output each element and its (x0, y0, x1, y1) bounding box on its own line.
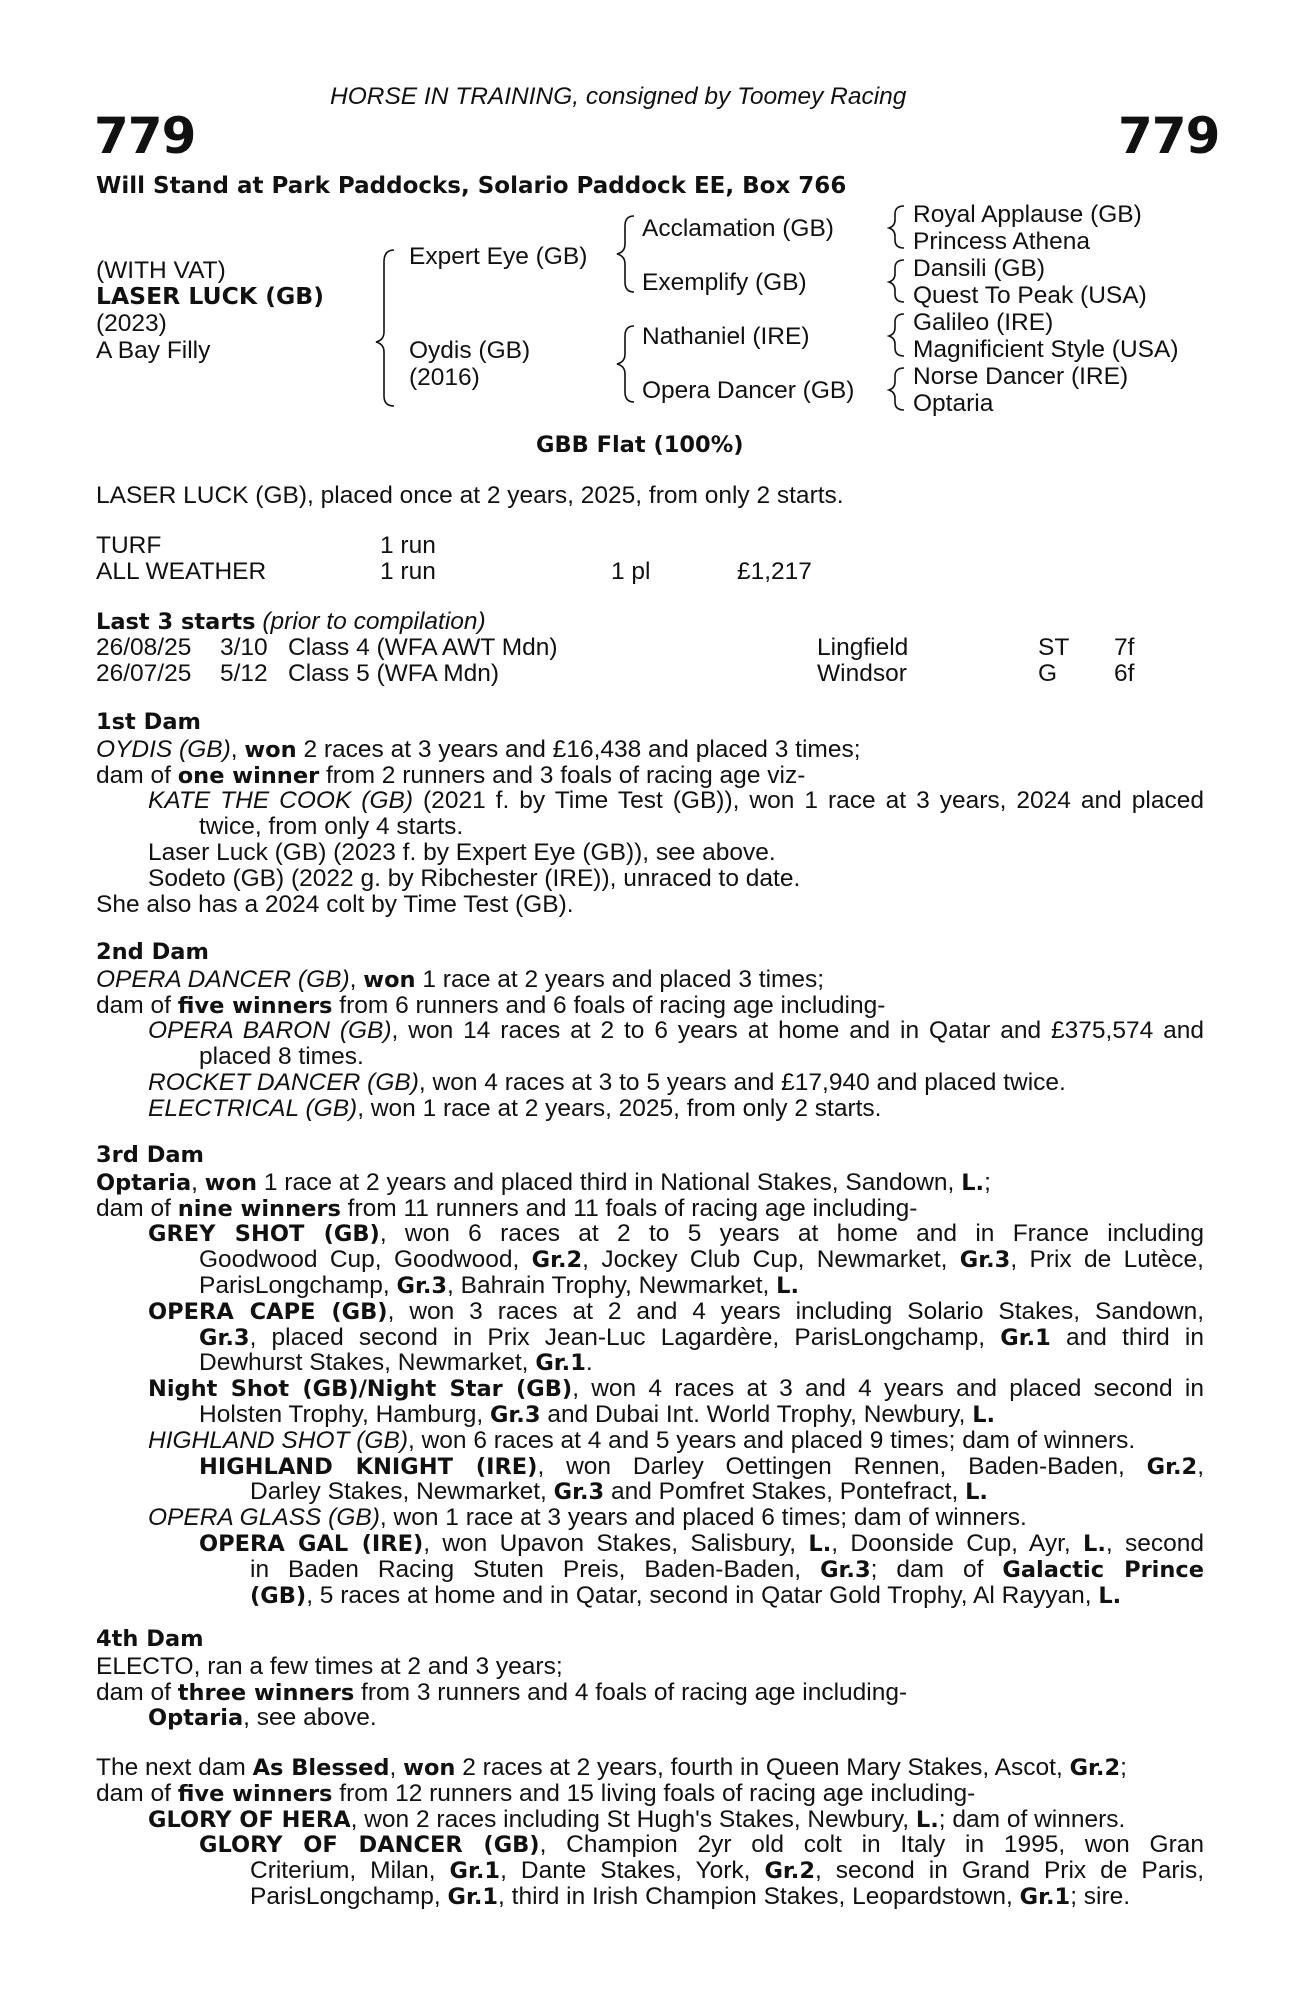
start-date: 26/07/25 (96, 660, 192, 687)
fourth-dam-heading: 4th Dam (96, 1626, 204, 1652)
third-dam-line: Darley Stakes, Newmarket, Gr.3 and Pomfret Stakes, Pontefract, L. (250, 1478, 988, 1506)
next-dam-line: GLORY OF DANCER (GB), Champion 2yr old colt in Italy in 1995, won Gran (199, 1831, 1204, 1859)
brace-ds (889, 314, 904, 356)
brace-main (376, 250, 394, 406)
catalogue-subtitle: HORSE IN TRAINING, consigned by Toomey Racing (330, 83, 907, 110)
fourth-dam-line: ELECTO, ran a few times at 2 and 3 years; (96, 1652, 563, 1680)
first-dam-line: Sodeto (GB) (2022 g. by Ribchester (IRE)), unraced to date. (148, 864, 801, 892)
start-position: 3/10 (220, 634, 268, 661)
second-dam-section (96, 941, 1204, 1122)
lot-number-right: 779 (1118, 107, 1220, 165)
start-date: 26/08/25 (96, 634, 192, 661)
pedigree-ssd: Princess Athena (913, 228, 1091, 255)
third-dam-line: Holsten Trophy, Hamburg, Gr.3 and Dubai Int. World Trophy, Newbury, L. (199, 1400, 996, 1428)
third-dam-line: Gr.3, placed second in Prix Jean-Luc Lagardère, ParisLongchamp, Gr.1 and third in (199, 1323, 1204, 1351)
start-row (96, 635, 1196, 661)
third-dam-line: OPERA CAPE (GB), won 3 races at 2 and 4 years including Solario Stakes, Sandown, (148, 1297, 1204, 1325)
pedigree-sss: Royal Applause (GB) (913, 201, 1142, 228)
race-summary: LASER LUCK (GB), placed once at 2 years, 2025, from only 2 starts. (96, 482, 844, 509)
first-dam-line: KATE THE COOK (GB) (2021 f. by Time Test (GB)), won 1 race at 3 years, 2024 and placed (148, 787, 1204, 815)
third-dam-line: HIGHLAND SHOT (GB), won 6 races at 4 and 5 years and placed 9 times; dam of winners. (148, 1426, 1136, 1454)
second-dam-line: dam of five winners from 6 runners and 6 foals of racing age including- (96, 991, 886, 1019)
fourth-dam-section (96, 1628, 1204, 1731)
pedigree-dss: Galileo (IRE) (913, 309, 1054, 336)
pedigree-sds: Dansili (GB) (913, 255, 1046, 282)
pedigree-sdd: Quest To Peak (USA) (913, 282, 1147, 309)
brace-sire (617, 216, 634, 292)
next-dam-line: dam of five winners from 12 runners and 15 living foals of racing age including- (96, 1779, 976, 1807)
pedigree-dam-sire: Nathaniel (IRE) (642, 323, 810, 350)
record-runs: 1 run (380, 558, 436, 585)
last-starts-note: (prior to compilation) (262, 608, 486, 635)
third-dam-line: HIGHLAND KNIGHT (IRE), won Darley Oettingen Rennen, Baden-Baden, Gr.2, (199, 1452, 1204, 1480)
next-dam-line: The next dam As Blessed, won 2 races at 2 years, fourth in Queen Mary Stakes, Ascot, Gr.2; (96, 1754, 1127, 1781)
record-placed: 1 pl (611, 558, 651, 585)
start-going: G (1038, 660, 1058, 687)
fourth-dam-line: dam of three winners from 3 runners and 4 foals of racing age including- (96, 1678, 908, 1706)
horse-name: LASER LUCK (GB) (96, 282, 324, 310)
second-dam-line: ELECTRICAL (GB), won 1 race at 2 years, 2025, from only 2 starts. (148, 1094, 882, 1122)
first-dam-line: OYDIS (GB), won 2 races at 3 years and £16,438 and placed 3 times; (96, 735, 861, 763)
second-dam-heading: 2nd Dam (96, 939, 209, 965)
first-dam-line: She also has a 2024 colt by Time Test (GB). (96, 890, 574, 918)
first-dam-line: dam of one winner from 2 runners and 3 foals of racing age viz- (96, 761, 806, 789)
pedigree-sire: Expert Eye (GB) (409, 243, 588, 270)
brace-dd (889, 368, 904, 410)
pedigree-dds: Norse Dancer (IRE) (913, 363, 1129, 390)
start-distance: 6f (1114, 660, 1135, 687)
next-dam-line: ParisLongchamp, Gr.1, third in Irish Champion Stakes, Leopardstown, Gr.1; sire. (250, 1882, 1131, 1910)
start-distance: 7f (1114, 634, 1135, 661)
third-dam-line: GREY SHOT (GB), won 6 races at 2 to 5 years at home and in France including (148, 1220, 1204, 1248)
vat-status: (WITH VAT) (96, 257, 226, 284)
gbb-status: GBB Flat (100%) (536, 432, 744, 458)
last-starts-title: Last 3 starts (96, 609, 256, 635)
second-dam-line: OPERA DANCER (GB), won 1 race at 2 years and placed 3 times; (96, 965, 825, 993)
second-dam-line: placed 8 times. (199, 1043, 364, 1071)
third-dam-heading: 3rd Dam (96, 1142, 204, 1168)
first-dam-line: twice, from only 4 starts. (199, 813, 464, 841)
third-dam-line: Night Shot (GB)/Night Star (GB), won 4 races at 3 and 4 years and placed second in (148, 1375, 1204, 1403)
next-dam-line: Criterium, Milan, Gr.1, Dante Stakes, York, Gr.2, second in Grand Prix de Paris, (250, 1857, 1205, 1885)
last-starts-heading (96, 609, 486, 635)
pedigree-dam-year: (2016) (409, 364, 480, 391)
start-race: Class 5 (WFA Mdn) (288, 660, 500, 687)
third-dam-line: ParisLongchamp, Gr.3, Bahrain Trophy, Newmarket, L. (199, 1271, 800, 1299)
second-dam-line: OPERA BARON (GB), won 14 races at 2 to 6 years at home and in Qatar and £375,574 and (148, 1017, 1204, 1045)
third-dam-line: (GB), 5 races at home and in Qatar, second in Qatar Gold Trophy, Al Rayyan, L. (250, 1581, 1122, 1609)
record-runs: 1 run (380, 532, 436, 559)
brace-ss (889, 206, 904, 248)
first-dam-line: Laser Luck (GB) (2023 f. by Expert Eye (GB)), see above. (148, 838, 776, 866)
pedigree-dsd: Magnificient Style (USA) (913, 336, 1179, 363)
start-course: Windsor (817, 660, 907, 687)
third-dam-line: OPERA GLASS (GB), won 1 race at 3 years and placed 6 times; dam of winners. (148, 1504, 1027, 1532)
pedigree-dam-dam: Opera Dancer (GB) (642, 377, 855, 404)
third-dam-line: OPERA GAL (IRE), won Upavon Stakes, Salisbury, L., Doonside Cup, Ayr, L., second (199, 1529, 1204, 1557)
horse-year: (2023) (96, 310, 167, 337)
next-dam-line: GLORY OF HERA, won 2 races including St Hugh's Stakes, Newbury, L.; dam of winners. (148, 1805, 1126, 1833)
third-dam-line: Dewhurst Stakes, Newmarket, Gr.1. (199, 1349, 593, 1377)
brace-sd (889, 260, 904, 302)
fourth-dam-line: Optaria, see above. (148, 1704, 377, 1732)
brace-dam (617, 326, 634, 402)
record-surface: TURF (96, 532, 162, 559)
pedigree-dam: Oydis (GB) (409, 337, 531, 364)
first-dam-heading: 1st Dam (96, 709, 201, 735)
record-earnings: £1,217 (737, 558, 812, 585)
third-dam-line: dam of nine winners from 11 runners and 11 foals of racing age including- (96, 1194, 918, 1222)
second-dam-line: ROCKET DANCER (GB), won 4 races at 3 to 5 years and £17,940 and placed twice. (148, 1068, 1066, 1096)
start-going: ST (1038, 634, 1070, 661)
stabling-location: Will Stand at Park Paddocks, Solario Paddock EE, Box 766 (96, 173, 847, 199)
pedigree-sire-dam: Exemplify (GB) (642, 269, 807, 296)
third-dam-line: in Baden Racing Stuten Preis, Baden-Baden, Gr.3; dam of Galactic Prince (250, 1555, 1204, 1583)
next-dam-section (96, 1755, 1204, 1910)
third-dam-line: Goodwood Cup, Goodwood, Gr.2, Jockey Club Cup, Newmarket, Gr.3, Prix de Lutèce, (199, 1246, 1204, 1274)
lot-number-left: 779 (94, 107, 196, 165)
start-row (96, 661, 1196, 687)
first-dam-section (96, 711, 1204, 917)
pedigree-ddd: Optaria (913, 390, 994, 417)
third-dam-line: Optaria, won 1 race at 2 years and placed third in National Stakes, Sandown, L.; (96, 1168, 991, 1196)
third-dam-section (96, 1144, 1204, 1608)
start-race: Class 4 (WFA AWT Mdn) (288, 634, 558, 661)
pedigree-sire-sire: Acclamation (GB) (642, 215, 834, 242)
start-course: Lingfield (817, 634, 909, 661)
record-surface: ALL WEATHER (96, 558, 267, 585)
start-position: 5/12 (220, 660, 268, 687)
horse-description: A Bay Filly (96, 337, 211, 364)
